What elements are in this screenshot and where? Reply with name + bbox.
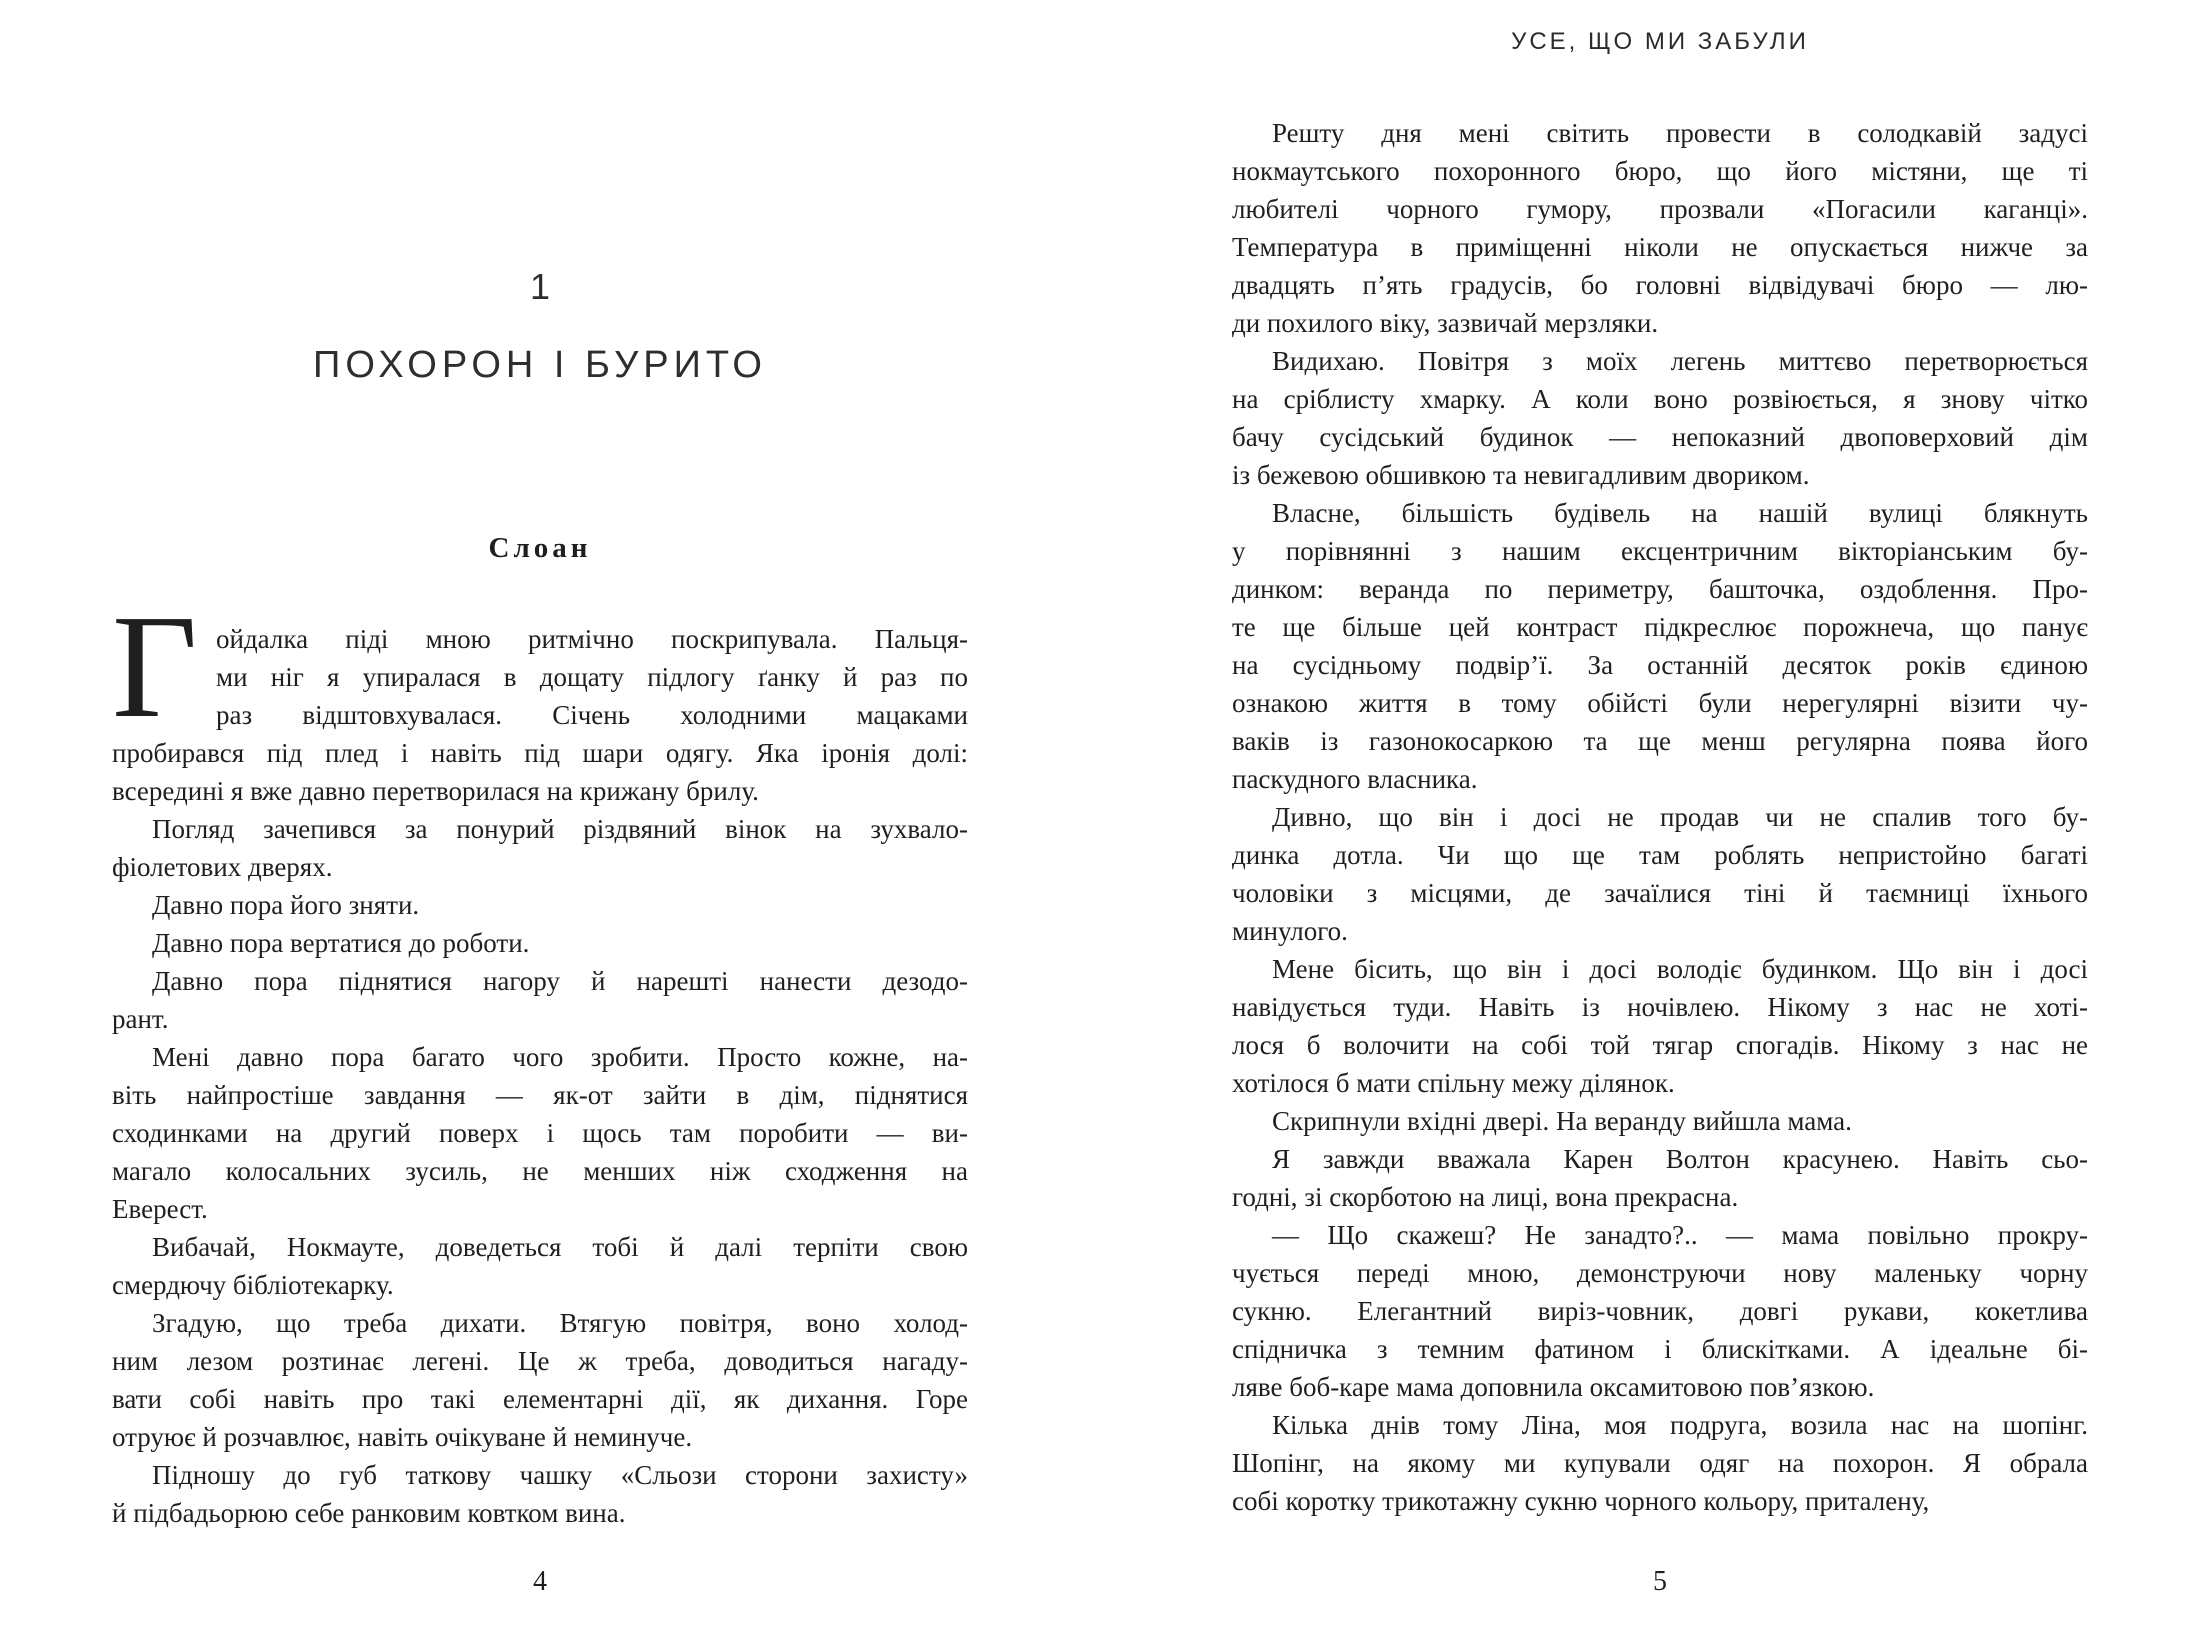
text-line: Давно пора піднятися нагору й нарешті нанести дезодо- xyxy=(152,966,968,996)
text-line: навідується туди. Навіть із ночівлею. Нікому з нас не хоті- xyxy=(1232,992,2088,1022)
text-line: на сріблисту хмарку. А коли воно розвіюється, я знову чітко xyxy=(1232,384,2088,414)
paragraph xyxy=(112,962,968,1038)
text-line: чується переді мною, демонструючи нову маленьку чорну xyxy=(1232,1258,2088,1288)
text-line: із бежевою обшивкою та невигадливим двориком. xyxy=(1232,460,1810,490)
text-line: ознакою життя в тому обійсті були нерегулярні візити чу- xyxy=(1232,688,2088,718)
paragraph xyxy=(1232,1140,2088,1216)
text-line: Власне, більшість будівель на нашій вулиці блякнуть xyxy=(1272,498,2088,528)
right-page-text xyxy=(1232,114,2088,1520)
paragraph xyxy=(112,1038,968,1228)
section-title: Слоан xyxy=(488,532,592,564)
paragraph xyxy=(112,585,968,810)
paragraph xyxy=(112,924,968,962)
text-line: Кілька днів тому Ліна, моя подруга, возила нас на шопінг. xyxy=(1272,1410,2088,1440)
text-line: Еверест. xyxy=(112,1194,208,1224)
text-line: хотілося б мати спільну межу ділянок. xyxy=(1232,1068,1675,1098)
text-line: на сусідньому подвір’ї. За останній десяток років єдиною xyxy=(1232,650,2088,680)
text-line: Згадую, що треба дихати. Втягую повітря, воно холод- xyxy=(152,1308,968,1338)
paragraph xyxy=(1232,1216,2088,1406)
paragraph xyxy=(1232,1102,2088,1140)
text-line: й підбадьорюю себе ранковим ковтком вина. xyxy=(112,1498,626,1528)
page-number-right: 5 xyxy=(1653,1566,1667,1597)
text-line: віть найпростіше завдання — як-от зайти в дім, піднятися xyxy=(112,1080,968,1110)
text-line: Скрипнули вхідні двері. На веранду вийшла мама. xyxy=(1272,1106,1852,1136)
paragraph xyxy=(1232,950,2088,1102)
drop-cap-letter: Г xyxy=(112,585,198,749)
text-line: бачу сусідський будинок — непоказний двоповерховий дім xyxy=(1232,422,2088,452)
text-line: Мені давно пора багато чого зробити. Просто кожне, на- xyxy=(152,1042,968,1072)
text-line: сукню. Елегантний виріз-човник, довгі рукави, кокетлива xyxy=(1232,1296,2088,1326)
paragraph xyxy=(1232,798,2088,950)
text-line: Підношу до губ таткову чашку «Сльози сторони захисту» xyxy=(152,1460,968,1490)
text-line: те ще більше цей контраст підкреслює порожнеча, що панує xyxy=(1232,612,2088,642)
text-line: ляве боб-каре мама доповнила оксамитовою пов’язкою. xyxy=(1232,1372,1875,1402)
paragraph xyxy=(1232,494,2088,798)
text-line: ди похилого віку, зазвичай мерзляки. xyxy=(1232,308,1659,338)
left-page xyxy=(112,0,968,1650)
text-line: у порівнянні з нашим ексцентричним вікторіанським бу- xyxy=(1232,536,2088,566)
text-line: вати собі навіть про такі елементарні дії, як дихання. Горе xyxy=(112,1384,968,1414)
text-line: нокмаутського похоронного бюро, що його містяни, ще ті xyxy=(1232,156,2088,186)
text-line: Температура в приміщенні ніколи не опускається нижче за xyxy=(1232,232,2088,262)
text-line: отруює й розчавлює, навіть очікуване й неминуче. xyxy=(112,1422,693,1452)
text-line: — Що скажеш? Не занадто?.. — мама повільно прокру- xyxy=(1272,1220,2088,1250)
text-line: сходинками на другий поверх і щось там поробити — ви- xyxy=(112,1118,968,1148)
text-line: минулого. xyxy=(1232,916,1348,946)
text-line: Дивно, що він і досі не продав чи не спалив того бу- xyxy=(1272,802,2088,832)
text-line: смердючу бібліотекарку. xyxy=(112,1270,394,1300)
text-line: двадцять п’ять градусів, бо головні відвідувачі бюро — лю- xyxy=(1232,270,2088,300)
drop-cap xyxy=(112,585,216,749)
text-line: лося б волочити на собі той тягар спогадів. Нікому з нас не xyxy=(1232,1030,2088,1060)
page-number-left: 4 xyxy=(533,1566,547,1597)
paragraph xyxy=(112,886,968,924)
paragraph xyxy=(1232,342,2088,494)
text-line: всередині я вже давно перетворилася на крижану брилу. xyxy=(112,776,759,806)
left-page-text xyxy=(112,585,968,1532)
text-line: фіолетових дверях. xyxy=(112,852,333,882)
text-line: пробирався під плед і навіть під шари одягу. Яка іронія долі: xyxy=(112,738,968,768)
paragraph xyxy=(112,1304,968,1456)
paragraph xyxy=(112,1456,968,1532)
paragraph xyxy=(112,1228,968,1304)
paragraph xyxy=(1232,1406,2088,1520)
text-line: Решту дня мені світить провести в солодкавій задусі xyxy=(1272,118,2088,148)
text-line: спідничка з темним фатином і блискітками. А ідеальне бі- xyxy=(1232,1334,2088,1364)
text-line: Давно пора його зняти. xyxy=(152,890,420,920)
text-line: чоловіки з місцями, де зачаїлися тіні й таємниці їхнього xyxy=(1232,878,2088,908)
right-page xyxy=(1232,0,2088,1650)
text-line: динком: веранда по периметру, башточка, оздоблення. Про- xyxy=(1232,574,2088,604)
text-line: любителі чорного гумору, прозвали «Погасили каганці». xyxy=(1232,194,2088,224)
text-line: ним лезом розтинає легені. Це ж треба, доводиться нагаду- xyxy=(112,1346,968,1376)
text-line: паскудного власника. xyxy=(1232,764,1478,794)
text-line: Погляд зачепився за понурий різдвяний вінок на зухвало- xyxy=(152,814,968,844)
text-line: рант. xyxy=(112,1004,169,1034)
paragraph xyxy=(1232,114,2088,342)
running-header: УСЕ, ЩО МИ ЗАБУЛИ xyxy=(1511,28,1809,55)
text-line: Видихаю. Повітря з моїх легень миттєво перетворюється xyxy=(1272,346,2088,376)
text-line: Я завжди вважала Карен Волтон красунею. Навіть сьо- xyxy=(1272,1144,2088,1174)
text-line: ойдалка піді мною ритмічно поскрипувала. Пальця- xyxy=(216,624,968,654)
paragraph xyxy=(112,810,968,886)
text-line: Шопінг, на якому ми купували одяг на похорон. Я обрала xyxy=(1232,1448,2088,1478)
chapter-number: 1 xyxy=(529,266,551,307)
text-line: раз відштовхувалася. Січень холодними мацаками xyxy=(216,700,968,730)
text-line: динка дотла. Чи що ще там роблять непристойно багаті xyxy=(1232,840,2088,870)
text-line: Мене бісить, що він і досі володіє будинком. Що він і досі xyxy=(1272,954,2088,984)
text-line: собі коротку трикотажну сукню чорного кольору, приталену, xyxy=(1232,1486,1930,1516)
chapter-title: ПОХОРОН І БУРИТО xyxy=(313,344,767,386)
text-line: годні, зі скорботою на лиці, вона прекрасна. xyxy=(1232,1182,1739,1212)
text-line: ваків із газонокосаркою та ще менш регулярна поява його xyxy=(1232,726,2088,756)
text-line: Вибачай, Нокмауте, доведеться тобі й далі терпіти свою xyxy=(152,1232,968,1262)
text-line: магало колосальних зусиль, не менших ніж сходження на xyxy=(112,1156,968,1186)
text-line: Давно пора вертатися до роботи. xyxy=(152,928,530,958)
text-line: ми ніг я упиралася в дощату підлогу ґанку й раз по xyxy=(216,662,968,692)
